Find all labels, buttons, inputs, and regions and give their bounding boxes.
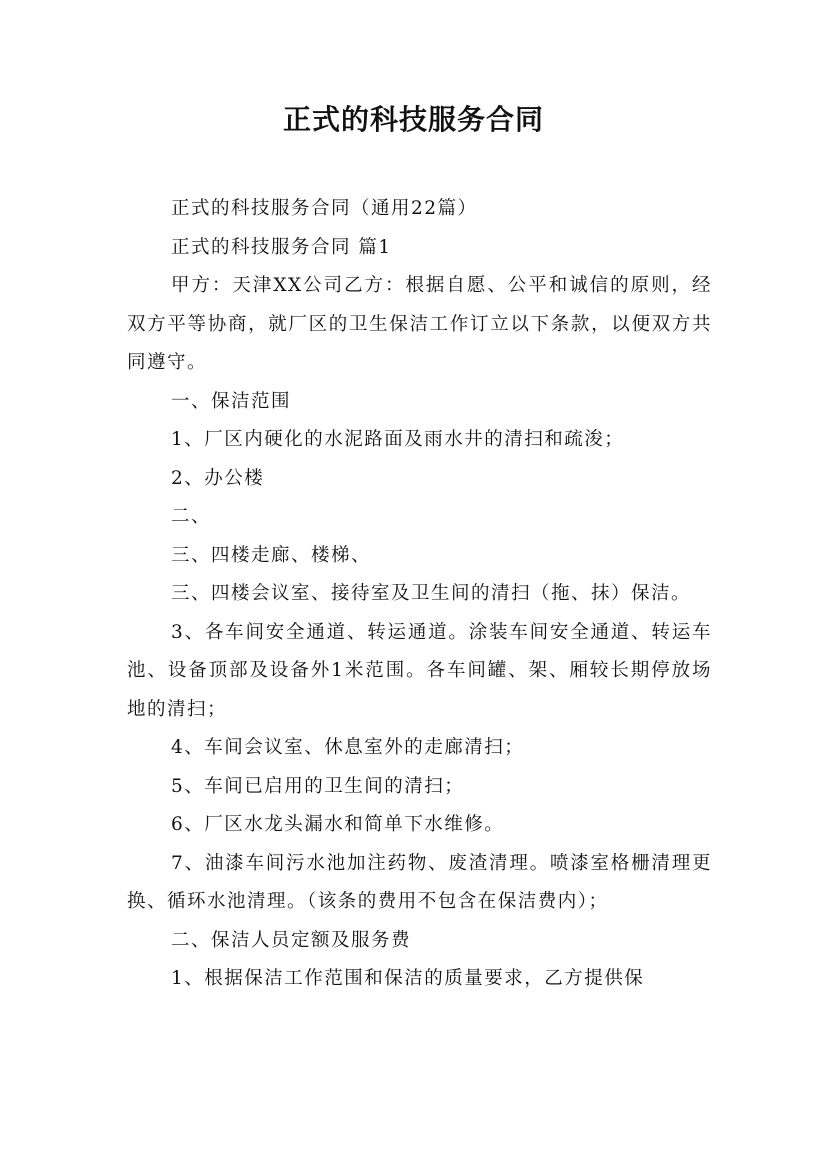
paragraph-section-scope: 一、保洁范围 — [171, 390, 292, 412]
paragraph-item: 三、四楼走廊、楼梯、 — [171, 544, 372, 566]
paragraph-item: 3、各车间安全通道、转运通道。涂装车间安全通道、转运车池、设备顶部及设备外1米范围。各车间罐、架、厢较长期停放场地的清扫； — [127, 621, 712, 720]
paragraph-item: 7、油漆车间污水池加注药物、废渣清理。喷漆室格栅清理更换、循环水池清理。（该条的费用不包含在保洁费内）； — [127, 852, 712, 912]
paragraph-subheading: 正式的科技服务合同 篇1 — [171, 236, 392, 258]
paragraph-parties: 甲方：天津XX公司乙方：根据自愿、公平和诚信的原则，经双方平等协商，就厂区的卫生保洁工作订立以下条款，以便双方共同遵守。 — [127, 275, 712, 373]
paragraph-section-staffing: 二、保洁人员定额及服务费 — [171, 929, 412, 951]
paragraph-item: 1、厂区内硬化的水泥路面及雨水井的清扫和疏浚； — [171, 429, 625, 450]
paragraph-heading: 正式的科技服务合同（通用22篇） — [171, 198, 478, 219]
paragraph-item: 6、厂区水龙头漏水和简单下水维修。 — [171, 814, 505, 835]
document-body — [127, 190, 712, 999]
document-title: 正式的科技服务合同 — [282, 103, 544, 136]
paragraph-item: 2、办公楼 — [171, 467, 265, 489]
paragraph-item: 5、车间已启用的卫生间的清扫； — [171, 775, 465, 797]
paragraph-item: 1、根据保洁工作范围和保洁的质量要求，乙方提供保 — [171, 968, 645, 989]
paragraph-item: 三、四楼会议室、接待室及卫生间的清扫（拖、抹）保洁。 — [171, 583, 692, 604]
paragraph-item: 4、车间会议室、休息室外的走廊清扫； — [171, 737, 525, 758]
paragraph-item: 二、 — [171, 506, 212, 527]
